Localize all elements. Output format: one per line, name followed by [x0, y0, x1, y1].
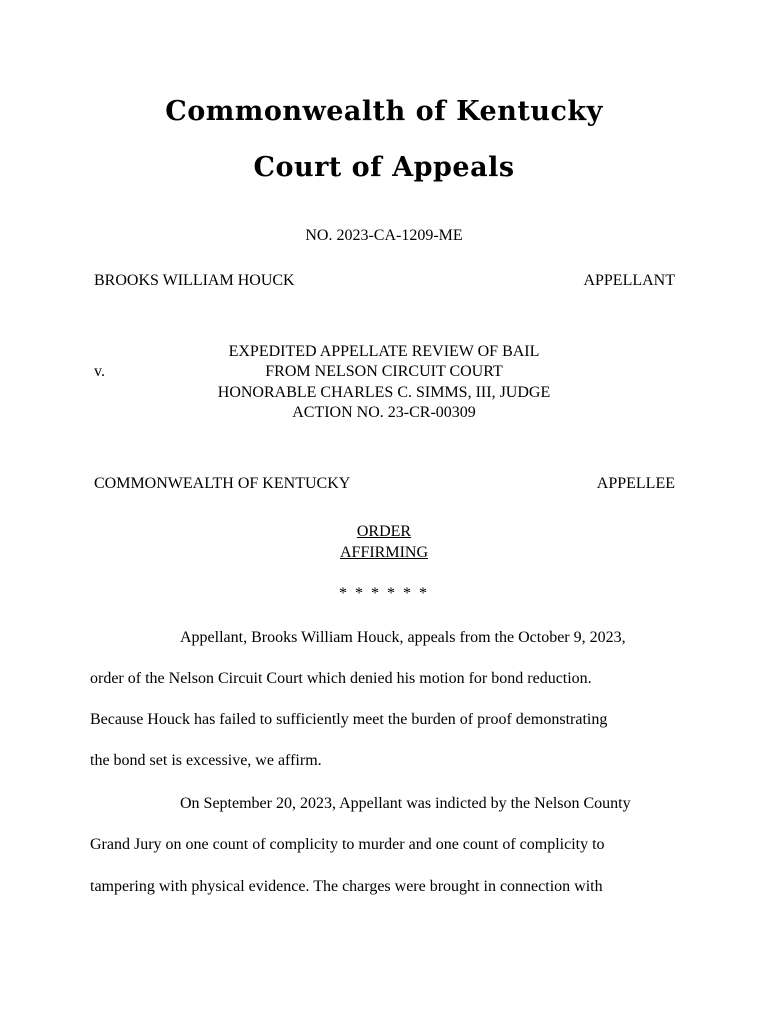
- section-separator: * * * * * *: [339, 585, 429, 602]
- order-title: [0, 522, 768, 541]
- appellee-role: APPELLEE: [596, 475, 675, 492]
- body-line-5: On September 20, 2023, Appellant was indicted by the Nelson County: [180, 795, 631, 812]
- appellant-role: APPELLANT: [583, 272, 675, 289]
- body-line-7: tampering with physical evidence. The charges were brought in connection with: [90, 878, 603, 895]
- review-line-1: EXPEDITED APPELLATE REVIEW OF BAIL: [228, 343, 540, 360]
- review-line-2: FROM NELSON CIRCUIT COURT: [265, 363, 503, 380]
- appellant-name: BROOKS WILLIAM HOUCK: [94, 272, 295, 289]
- appellee-name: COMMONWEALTH OF KENTUCKY: [94, 475, 351, 492]
- review-line-4: ACTION NO. 23-CR-00309: [292, 404, 476, 421]
- order-title-text: ORDER: [356, 523, 412, 540]
- court-header-court-of-appeals: Court of Appeals: [253, 152, 515, 183]
- order-subtitle: [0, 543, 768, 562]
- versus-label: v.: [94, 363, 105, 380]
- body-line-4: the bond set is excessive, we affirm.: [90, 752, 322, 769]
- court-header-commonwealth: Commonwealth of Kentucky: [165, 96, 603, 127]
- review-line-3: HONORABLE CHARLES C. SIMMS, III, JUDGE: [217, 384, 551, 401]
- body-line-6: Grand Jury on one count of complicity to murder and one count of complicity to: [90, 836, 605, 853]
- order-subtitle-text: AFFIRMING: [339, 544, 428, 561]
- body-line-3: Because Houck has failed to sufficiently meet the burden of proof demonstrating: [90, 711, 608, 728]
- body-line-2: order of the Nelson Circuit Court which denied his motion for bond reduction.: [90, 670, 592, 687]
- case-number: NO. 2023-CA-1209-ME: [305, 227, 463, 244]
- body-line-1: Appellant, Brooks William Houck, appeals from the October 9, 2023,: [180, 629, 626, 646]
